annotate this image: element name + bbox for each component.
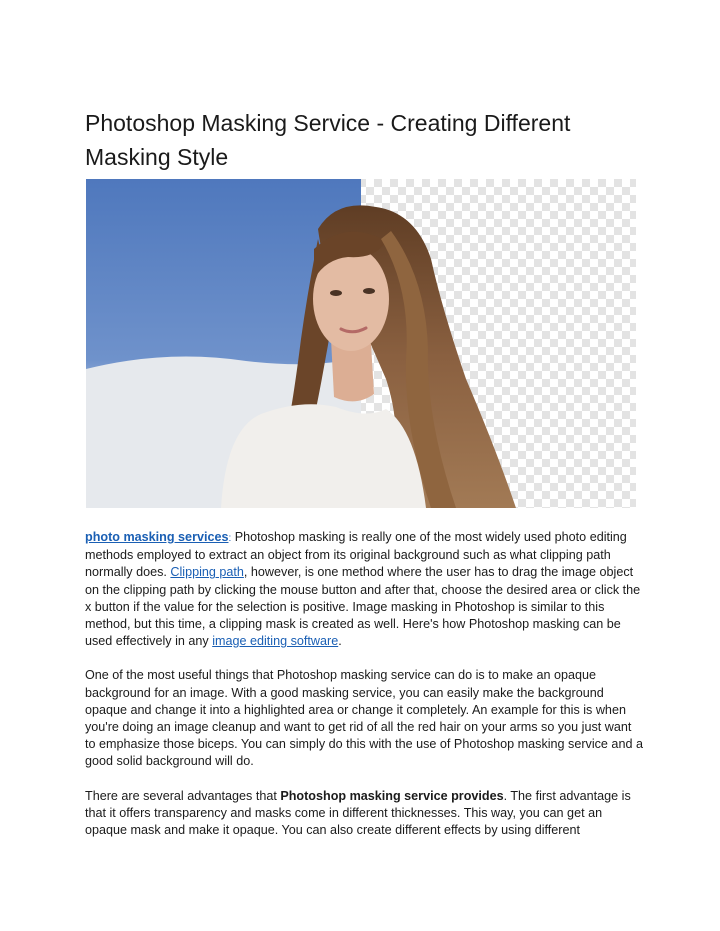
paragraph-2: One of the most useful things that Photoshop masking service can do is to make an opaque background for an image. With a good masking service, you can easily make the background opaque and change it into a highlighted area or change it completely. An example for this is when you're doing an image cleanup and want to get rid of all the red hair on your arms so you just want to emphasize those biceps. You can simply do this with the use of Photoshop masking service and a good solid background will do.: [85, 668, 643, 769]
page-title: Photoshop Masking Service - Creating Different Masking Style: [85, 110, 571, 170]
shirt: [221, 404, 426, 508]
paragraph-1: [85, 529, 645, 650]
article-body: [85, 529, 645, 856]
hero-image: [86, 179, 636, 508]
paragraph-1-text-2: , however, is one method where the user has to drag the image object on the clipping path by clicking the mouse button and after that, choose the desired area or click the x button if the value for the selection is positive. Image masking in Photoshop is similar to this method, but this time, a clipping mask is created as well. Here's how Photoshop masking can be used effectively in any: [85, 565, 641, 649]
photo-masking-services-link[interactable]: photo masking services: [85, 530, 229, 544]
image-editing-software-link[interactable]: image editing software: [212, 634, 339, 649]
paragraph-1-text-3: .: [338, 634, 342, 649]
paragraph-3-bold: Photoshop masking service provides: [280, 788, 504, 803]
paragraph-3-text-1: There are several advantages that: [85, 788, 281, 803]
clipping-path-link[interactable]: Clipping path: [170, 565, 244, 580]
masking-example-illustration: [86, 179, 636, 508]
link-colon: :: [228, 533, 232, 544]
paragraph-1-text-1: Photoshop masking is really one of the most widely used photo editing methods employed to extract an object from its original background such as what clipping path normally does.: [85, 530, 627, 580]
paragraph-3-text-2: . The first advantage is that it offers transparency and masks come in different thicknesses. This way, you can get an opaque mask and make it opaque. You can also create different effects by using different: [85, 788, 631, 838]
paragraph-3: [85, 788, 645, 840]
